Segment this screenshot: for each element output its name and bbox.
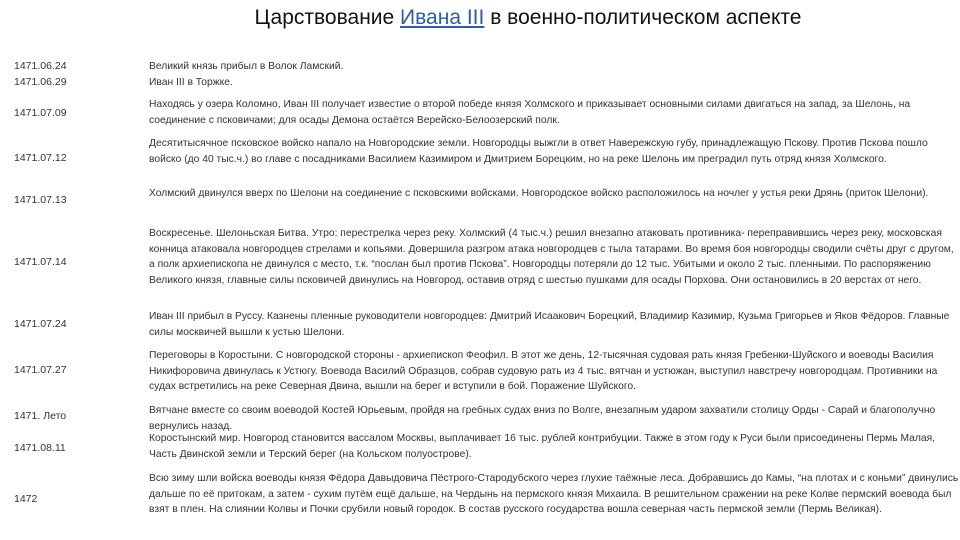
- row-date: 1471.07.24: [14, 318, 67, 330]
- row-date: 1471.06.29: [14, 76, 67, 88]
- row-text: Вятчане вместе со своим воеводой Костей Юрьевым, пройдя на гребных судах вниз по Волге, внезапным ударом захватили столицу Орды - Сарай и благополучно вернулись назад.: [149, 405, 936, 432]
- row-text: Иван III в Торжке.: [149, 77, 233, 88]
- page-title: [0, 6, 960, 30]
- row-text: Находясь у озера Коломно, Иван III получает известие о второй победе князя Холмского и приказывает основными силами двигаться на запад, за Шелонь, на соединение с псковичами; для осады Демона остаётся Верейско-Белоозерский полк.: [149, 99, 911, 126]
- title-text: в военно-политическом аспекте: [484, 6, 802, 29]
- row-text: Холмский двинулся вверх по Шелони на соединение с псковскими войсками. Новгородское войско расположилось на ночлег у устья реки Дрянь (приток Шелони).: [149, 188, 929, 199]
- row-date: 1471.07.27: [14, 364, 67, 376]
- row-date: 1471.07.13: [14, 194, 67, 206]
- row-text: Переговоры в Коростыни. С новгородской стороны - архиепископ Феофил. В этот же день, 12-тысячная судовая рать князя Гребенки-Шуйского и воеводы Василия Никифоровича двинулась к Устюгу. Воевода Василий Образцов, собрав судовую рать из 4 тыс. вятчан и устюжан, выступил навстречу новгородцам. Противники на судах встретились на реке Северная Двина, вышли на берег и вступили в бой. Поражение Шуйского.: [149, 350, 938, 393]
- ivan-iii-link[interactable]: Ивана III: [400, 6, 485, 29]
- row-date: 1471. Лето: [14, 410, 67, 422]
- row-date: 1471.06.24: [14, 60, 67, 72]
- title-text: Царствование: [254, 6, 401, 29]
- row-date: 1471.07.12: [14, 152, 67, 164]
- row-text: Десятитысячное псковское войско напало на Новгородские земли. Новгородцы выжгли в ответ Навережскую губу, принадлежащую Пскову. Против Пскова пошло войско (до 40 тыс.ч.) во главе с посадниками Василием Казимиром и Дмитрием Борецким, но на реке Шелонь им преградил путь отряд князя Холмского.: [149, 138, 928, 165]
- row-text: Воскресенье. Шелоньская Битва. Утро: перестрелка через реку. Холмский (4 тыс.ч.) решил внезапно атаковать противника- переправившись через реку, московская конница атаковала новгородцев стрелами и копьями. Довершила разгром атака новгородцев с тыла татарами. Во время боя новгородцы сводили счёты друг с другом, а полк архиепископа не двинулся с место, т.к. “послан был против Пскова”. Новгородцы потеряли до 12 тыс. Убитыми и около 2 тыс. пленными. По распоряжению Великого князя, главные силы псковичей двинулись на Новгород, оставив отряд с шестью пушками для осады Порхова. Они остановились в 20 верстах от него.: [149, 228, 954, 286]
- row-date: 1471.07.14: [14, 256, 67, 268]
- row-date: 1472: [14, 493, 38, 505]
- row-date: 1471.07.09: [14, 107, 67, 119]
- row-text: Коростынский мир. Новгород становится вассалом Москвы, выплачивает 16 тыс. рублей контрибуции. Также в этом году к Руси были присоединены Пермь Малая, Часть Двинской земли и Терский берег (на Кольском полуострове).: [149, 433, 936, 460]
- row-text: Великий князь прибыл в Волок Ламский.: [149, 61, 344, 72]
- row-text: Иван III прибыл в Руссу. Казнены пленные руководители новгородцев: Дмитрий Исаакович Борецкий, Владимир Казимир, Кузьма Григорьев и Яков Фёдоров. Главные силы москвичей вышли к устью Шелони.: [149, 311, 950, 338]
- row-date: 1471.08.11: [14, 442, 66, 454]
- row-text: Всю зиму шли войска воеводы князя Фёдора Давыдовича Пёстрого-Стародубского через глухие таёжные леса. Добравшись до Камы, “на плотах и с коньми” двинулись дальше по её притокам, а затем - сухим путём ещё дальше, на Чердынь на пермского князя Михаила. В решительном сражении на реке Колве пермский воевода был взят в плен. На слиянии Колвы и Почки срубили новый городок. В состав русского государства вошла северная часть пермской земли (Пермь Великая).: [149, 473, 959, 516]
